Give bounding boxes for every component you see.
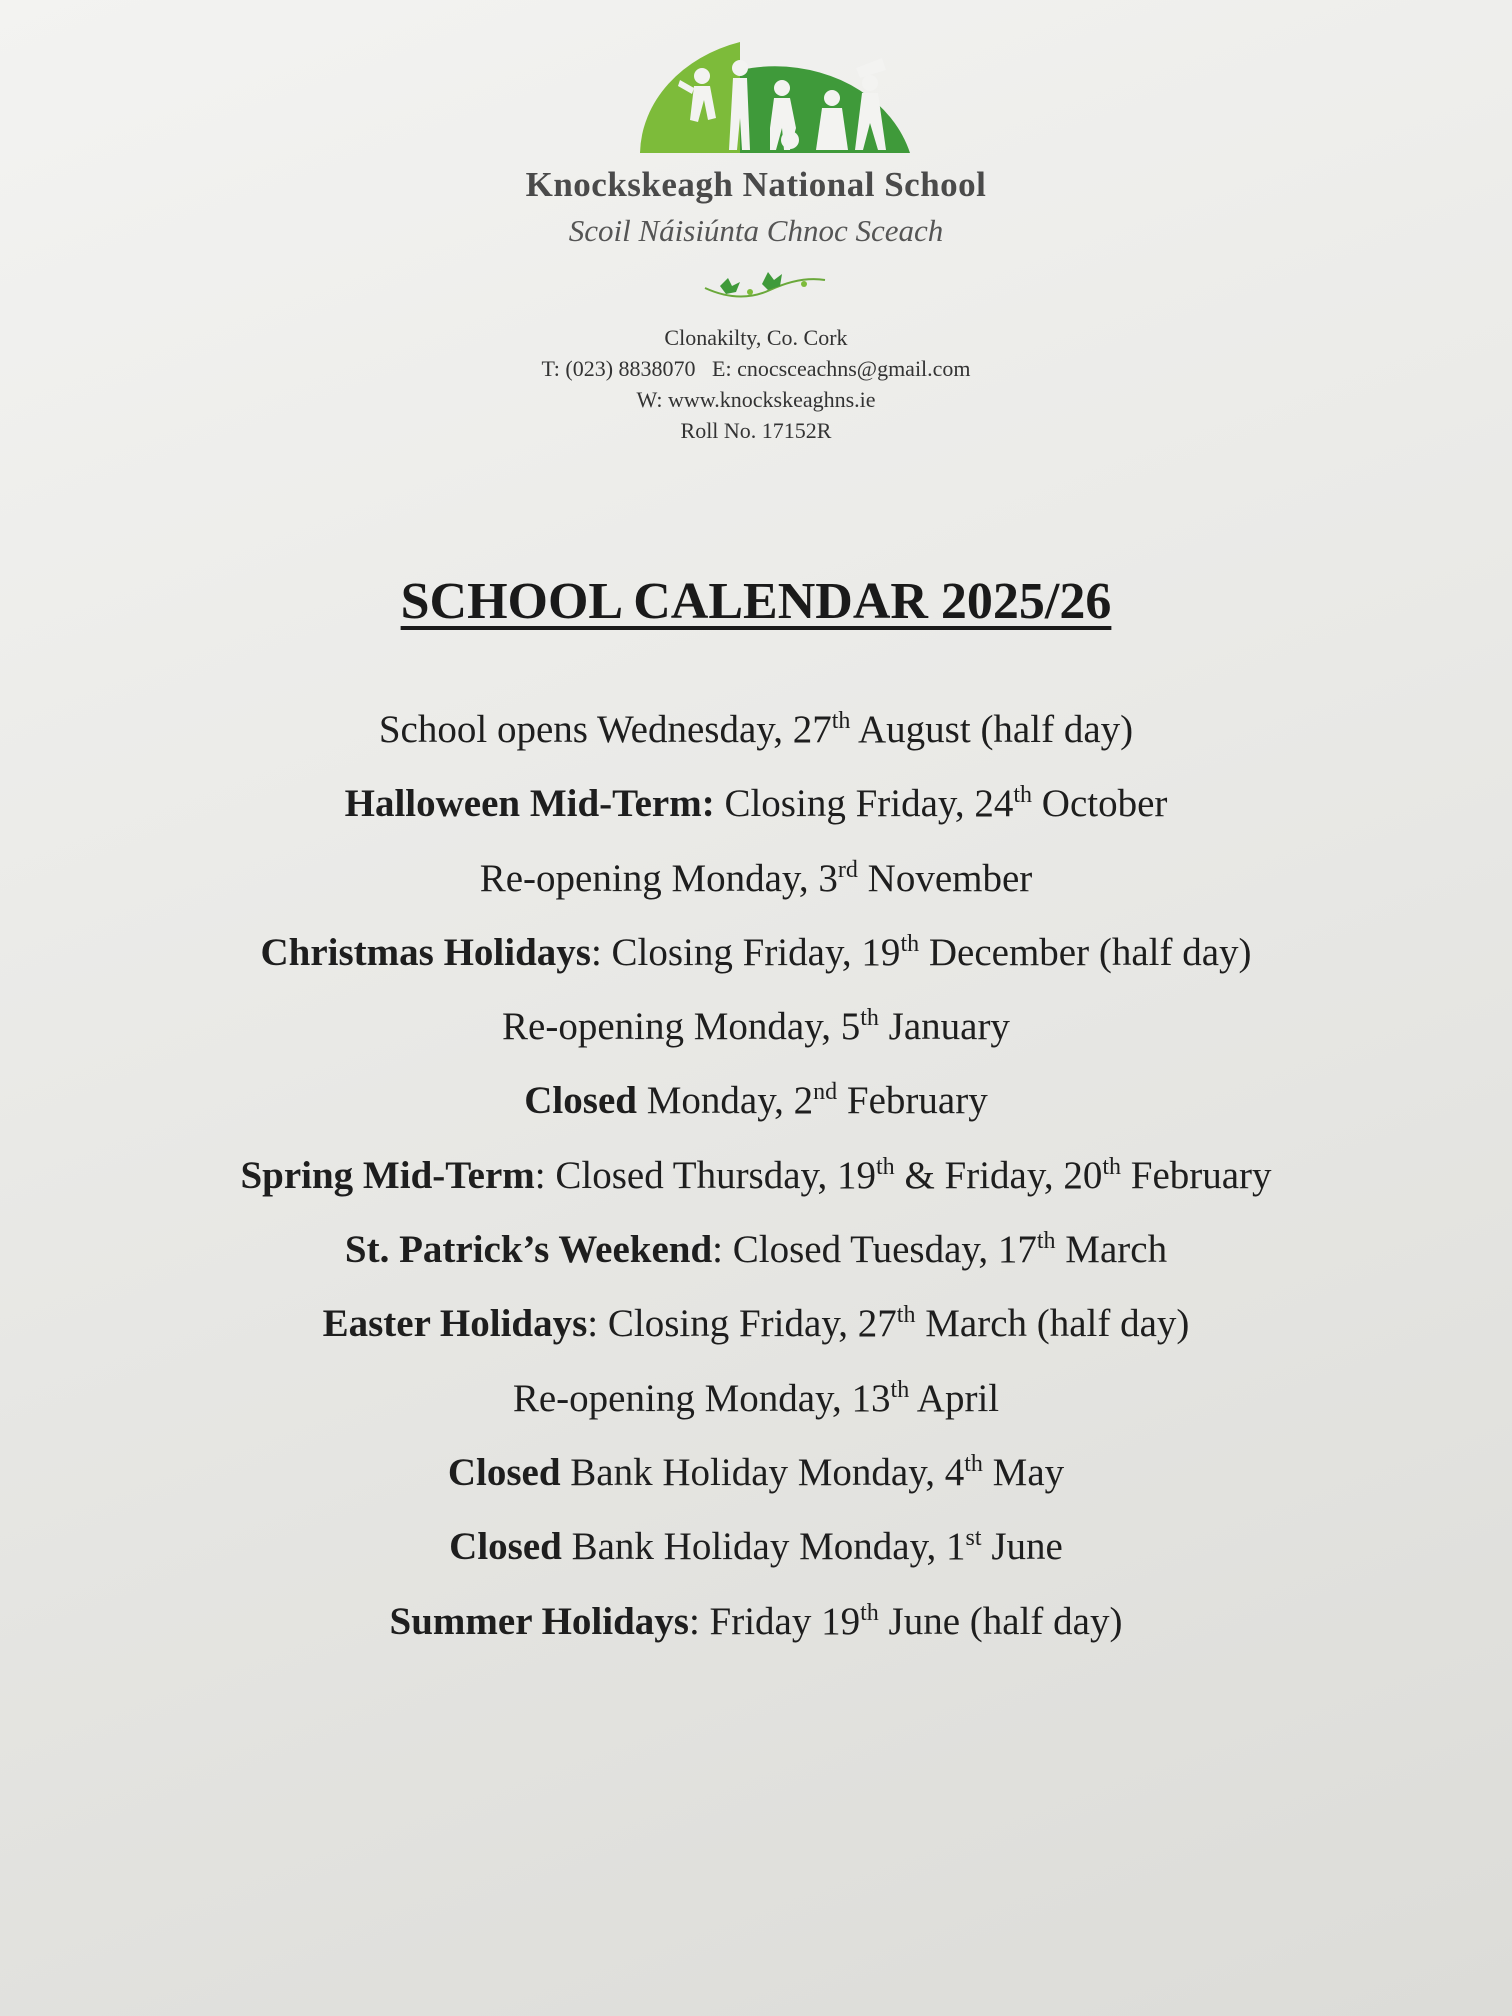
- entry-text: : Closing Friday, 19: [590, 930, 901, 974]
- entry-text: February: [1121, 1153, 1272, 1197]
- school-logo-graphic: [620, 28, 920, 158]
- entry-ordinal-suffix: th: [900, 930, 920, 957]
- school-roll-number: Roll No. 17152R: [680, 418, 832, 443]
- calendar-entry: [0, 779, 1512, 853]
- entry-ordinal-suffix: th: [890, 1376, 910, 1403]
- school-address: Clonakilty, Co. Cork: [664, 325, 848, 350]
- calendar-entry: [0, 1151, 1512, 1225]
- entry-heading: Summer Holidays: [389, 1599, 689, 1643]
- entry-ordinal-suffix: th: [831, 708, 851, 734]
- school-contact-block: [0, 322, 1512, 446]
- entry-text: April: [909, 1376, 1000, 1420]
- entry-ordinal-suffix: th: [1013, 782, 1033, 809]
- calendar-entry: [0, 1448, 1512, 1522]
- entry-text: December (half day): [919, 930, 1252, 974]
- entry-text: Bank Holiday Monday, 4: [560, 1450, 965, 1494]
- entry-ordinal-suffix: rd: [837, 856, 858, 883]
- entry-ordinal-suffix: th: [860, 1005, 879, 1032]
- entry-ordinal-suffix: th: [896, 1302, 916, 1329]
- calendar-entry: [0, 1299, 1512, 1373]
- leaf-sprig-icon: [700, 266, 830, 306]
- entry-text: January: [878, 1005, 1010, 1049]
- entry-text: October: [1032, 782, 1168, 826]
- calendar-entry: [0, 1002, 1512, 1076]
- entry-text: February: [837, 1079, 988, 1123]
- entry-text: June (half day): [878, 1599, 1123, 1643]
- calendar-entry: [0, 705, 1512, 779]
- entry-ordinal-suffix: nd: [813, 1079, 838, 1106]
- school-name-irish: Scoil Náisiúnta Chnoc Sceach: [568, 213, 944, 248]
- entry-heading: Spring Mid-Term: [240, 1153, 535, 1197]
- school-website: W: www.knockskeaghns.ie: [636, 387, 876, 412]
- school-logo: [620, 28, 920, 158]
- entry-text: & Friday, 20: [894, 1153, 1103, 1197]
- entry-heading: Christmas Holidays: [260, 930, 591, 974]
- calendar-entry: [0, 928, 1512, 1002]
- logo-dome-light: [640, 42, 740, 153]
- calendar-title: SCHOOL CALENDAR 2025/26: [400, 573, 1112, 630]
- entry-heading: Halloween Mid-Term:: [344, 782, 715, 826]
- entry-text: School opens Wednesday, 27: [378, 708, 832, 751]
- calendar-entry: [0, 1374, 1512, 1448]
- school-phone-email: T: (023) 8838070 E: cnocsceachns@gmail.com: [541, 356, 971, 381]
- entry-text: August (half day): [850, 708, 1134, 751]
- entry-ordinal-suffix: th: [964, 1450, 983, 1477]
- entry-text: Bank Holiday Monday, 1: [561, 1525, 966, 1569]
- entry-text: November: [857, 856, 1033, 900]
- entry-text: Closing Friday, 24: [714, 782, 1014, 826]
- entry-text: May: [982, 1450, 1065, 1494]
- entry-text: Re-opening Monday, 3: [479, 856, 838, 900]
- entry-heading: Easter Holidays: [322, 1302, 588, 1346]
- entry-heading: Closed: [449, 1525, 562, 1569]
- entry-heading: Closed: [447, 1450, 561, 1494]
- entry-text: March (half day): [915, 1302, 1190, 1346]
- calendar-entries: [0, 705, 1512, 1671]
- calendar-entry: [0, 1225, 1512, 1299]
- entry-heading: Closed: [524, 1079, 637, 1123]
- entry-text: : Closed Thursday, 19: [534, 1153, 877, 1197]
- entry-ordinal-suffix: st: [965, 1525, 982, 1552]
- entry-ordinal-suffix: th: [1036, 1228, 1056, 1255]
- entry-ordinal-suffix: th: [876, 1153, 895, 1180]
- entry-heading: St. Patrick’s Weekend: [344, 1228, 713, 1272]
- calendar-entry: [0, 854, 1512, 928]
- entry-text: June: [981, 1525, 1063, 1569]
- calendar-entry: [0, 1597, 1512, 1671]
- entry-text: Re-opening Monday, 5: [502, 1005, 861, 1049]
- calendar-entry: [0, 1076, 1512, 1150]
- school-name: Knockskeagh National School: [525, 165, 987, 204]
- entry-text: March: [1055, 1228, 1168, 1272]
- entry-text: : Friday 19: [688, 1599, 861, 1643]
- entry-text: : Closed Tuesday, 17: [712, 1228, 1037, 1272]
- entry-ordinal-suffix: th: [1102, 1153, 1121, 1180]
- entry-ordinal-suffix: th: [860, 1599, 879, 1626]
- entry-text: : Closing Friday, 27: [587, 1302, 897, 1346]
- entry-text: Monday, 2: [636, 1079, 814, 1123]
- calendar-entry: [0, 1522, 1512, 1596]
- entry-text: Re-opening Monday, 13: [512, 1376, 891, 1420]
